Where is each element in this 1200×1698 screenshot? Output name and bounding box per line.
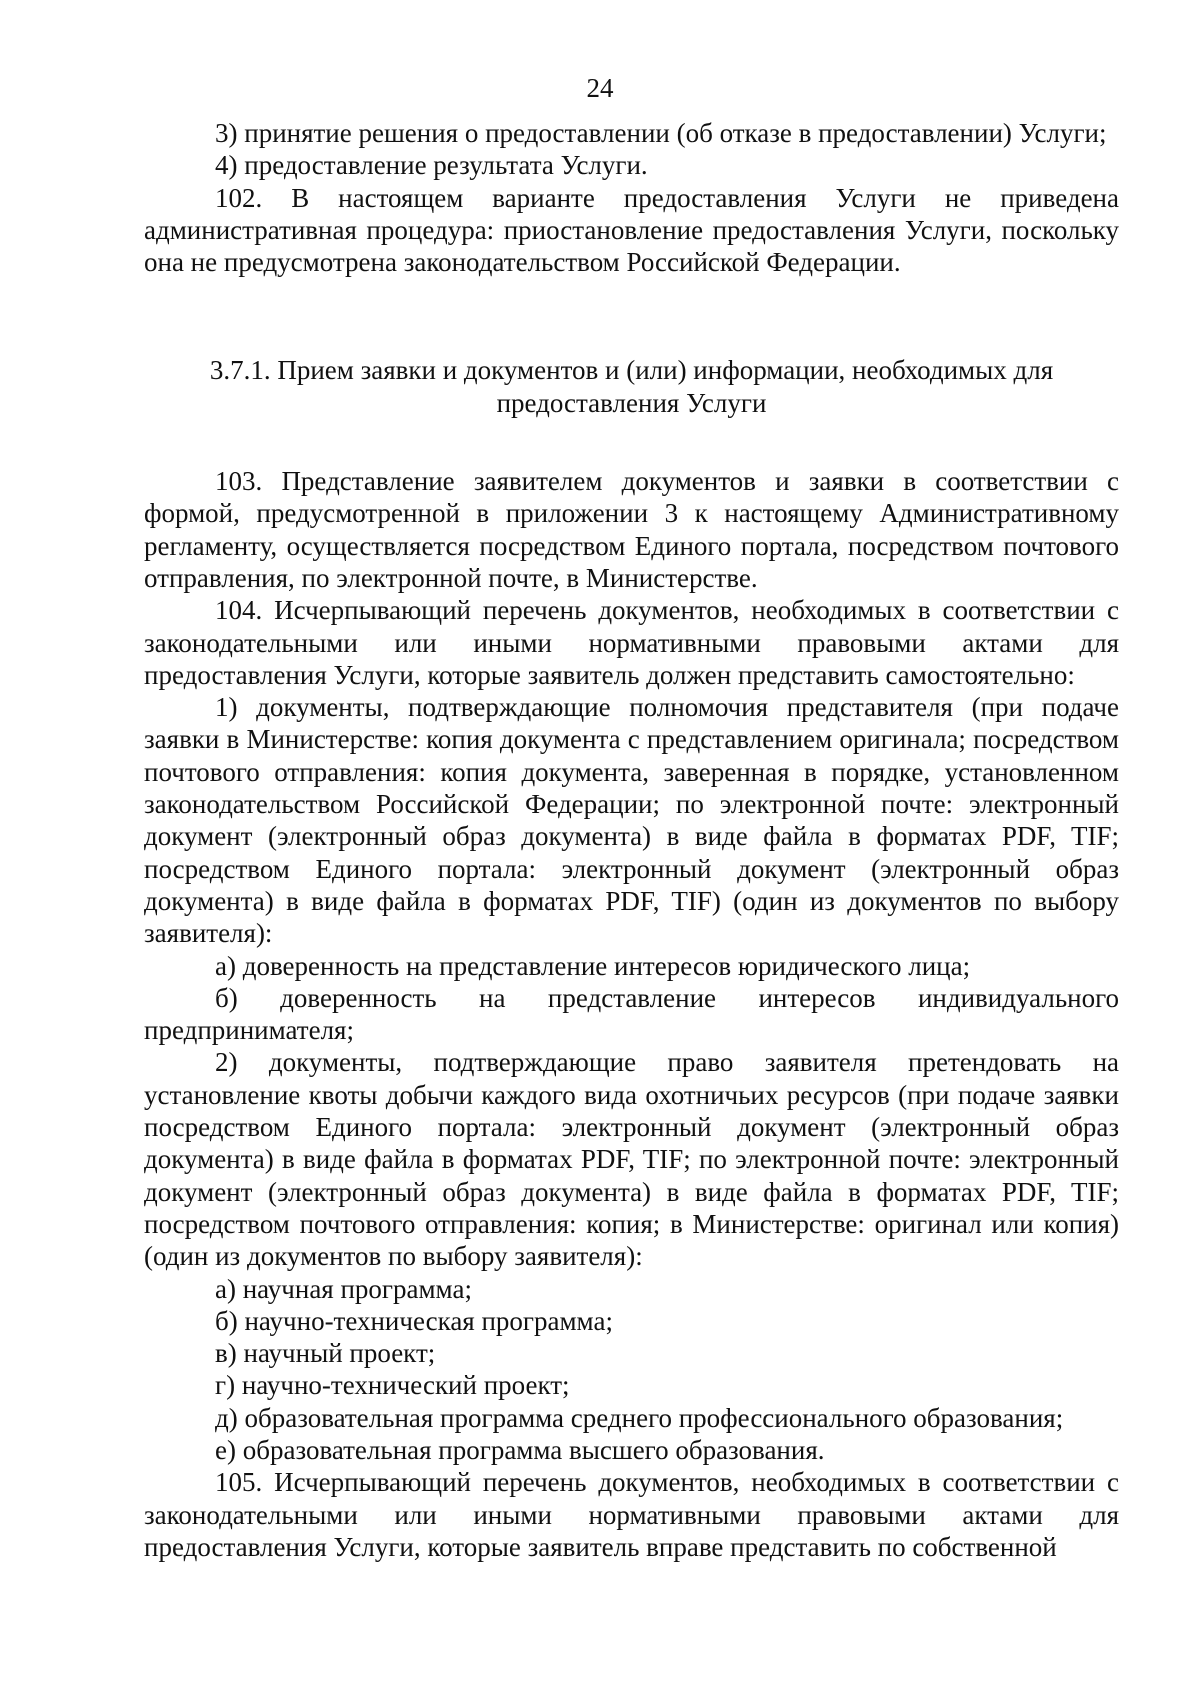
paragraph-item-4: 4) предоставление результата Услуги. bbox=[215, 150, 648, 181]
paragraph-102: 102. В настоящем варианте предоставления Услуги не приведена административная процедура: приостановление предоставления Услуги, поскольку она не предусмотрена законодательством Российской Федерации. bbox=[144, 182, 1119, 278]
page-number: 24 bbox=[586, 73, 614, 103]
paragraph-104-item-1a: а) доверенность на представление интересов юридического лица; bbox=[215, 950, 971, 981]
document-body bbox=[144, 117, 1119, 1563]
paragraph-104-item-1: 1) документы, подтверждающие полномочия представителя (при подаче заявки в Министерстве: копия документа с представлением оригинала; посредством почтового отправления: копия документа, заверенная в порядке, установленном законодательством Российской Федерации; по электронной почте: электронный документ (электронный образ документа) в виде файла в форматах PDF, TIF; посредством Единого портала: электронный документ (электронный образ документа) в виде файла в форматах PDF, TIF) (один из документов по выбору заявителя): bbox=[144, 692, 1119, 949]
paragraph-104-item-2b: б) научно-техническая программа; bbox=[215, 1305, 613, 1336]
paragraph-105: 105. Исчерпывающий перечень документов, необходимых в соответствии с законодательными или иными нормативными правовыми актами для предоставления Услуги, которые заявитель вправе представить по собственной bbox=[144, 1467, 1119, 1562]
paragraph-104-item-2v: в) научный проект; bbox=[215, 1338, 436, 1369]
paragraph-104-item-2g: г) научно-технический проект; bbox=[215, 1370, 570, 1401]
section-heading-3-7-1: 3.7.1. Прием заявки и документов и (или) информации, необходимых для предоставления Услуги bbox=[209, 355, 1054, 418]
paragraph-104-item-2d: д) образовательная программа среднего профессионального образования; bbox=[215, 1402, 1064, 1433]
paragraph-103: 103. Представление заявителем документов и заявки в соответствии с формой, предусмотренной в приложении 3 к настоящему Административному регламенту, осуществляется посредством Единого портала, посредством почтового отправления, по электронной почте, в Министерстве. bbox=[144, 466, 1119, 593]
paragraph-104-item-2: 2) документы, подтверждающие право заявителя претендовать на установление квоты добычи каждого вида охотничьих ресурсов (при подаче заявки посредством Единого портала: электронный документ (электронный образ документа) в виде файла в форматах PDF, TIF; по электронной почте: электронный документ (электронный образ документа) в виде файла в форматах PDF, TIF; посредством почтового отправления: копия; в Министерстве: оригинал или копия) (один из документов по выбору заявителя): bbox=[144, 1047, 1119, 1272]
paragraph-104-item-2a: а) научная программа; bbox=[215, 1273, 472, 1304]
paragraph-104-item-1b: б) доверенность на представление интересов индивидуального предпринимателя; bbox=[144, 982, 1119, 1046]
paragraph-104: 104. Исчерпывающий перечень документов, необходимых в соответствии с законодательными или иными нормативными правовыми актами для предоставления Услуги, которые заявитель должен представить самостоятельно: bbox=[144, 595, 1119, 690]
paragraph-item-3: 3) принятие решения о предоставлении (об отказе в предоставлении) Услуги; bbox=[215, 118, 1107, 148]
paragraph-104-item-2e: е) образовательная программа высшего образования. bbox=[215, 1434, 825, 1465]
